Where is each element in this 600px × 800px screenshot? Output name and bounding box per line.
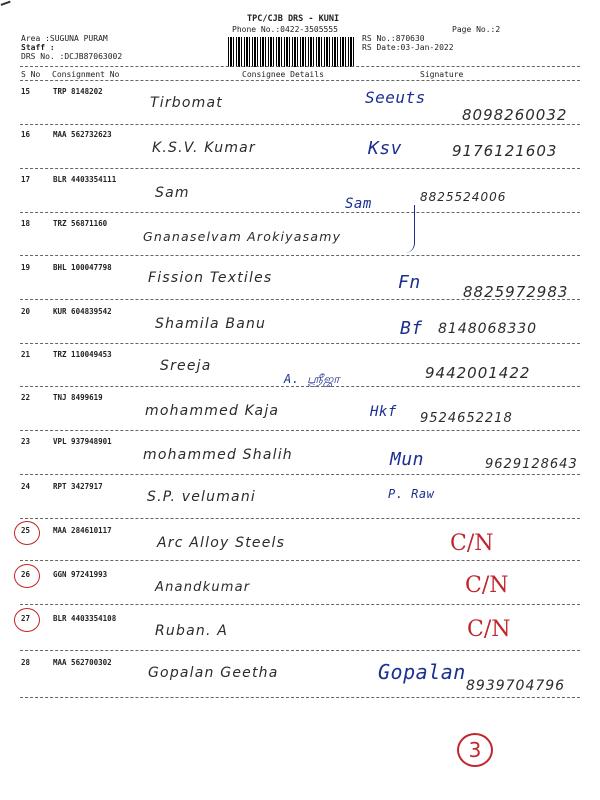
row-signature: Mun bbox=[390, 449, 425, 470]
document-title: TPC/CJB DRS - KUNI bbox=[247, 14, 340, 24]
row-signature: Ksv bbox=[368, 138, 403, 159]
row-phone: 8098260032 bbox=[462, 106, 568, 124]
row-consignee: S.P. velumani bbox=[147, 489, 256, 505]
row-separator bbox=[20, 560, 580, 561]
row-consignment: MAA 562700302 bbox=[53, 658, 112, 667]
phone-number: Phone No.:0422-3505555 bbox=[232, 25, 338, 34]
row-phone: 8148068330 bbox=[438, 321, 538, 337]
signature-stroke bbox=[400, 205, 415, 253]
row-sno: 28 bbox=[21, 658, 31, 667]
row-consignment: TRZ 110049453 bbox=[53, 350, 112, 359]
row-signature: Gopalan bbox=[378, 660, 466, 684]
row-separator bbox=[20, 212, 580, 213]
row-consignee: Arc Alloy Steels bbox=[157, 535, 286, 551]
row-consignee: Fission Textiles bbox=[148, 270, 273, 286]
row-separator bbox=[20, 474, 580, 475]
row-phone: 8939704796 bbox=[466, 678, 566, 694]
row-sno: 24 bbox=[21, 482, 31, 491]
row-consignee: Sam bbox=[155, 185, 190, 201]
row-phone: 9176121603 bbox=[452, 142, 558, 160]
row-consignment: TRZ 56871160 bbox=[53, 219, 108, 228]
header-separator bbox=[20, 66, 580, 67]
row-signature: Sam bbox=[345, 196, 372, 212]
row-consignee: Sreeja bbox=[160, 358, 212, 374]
row-consignment: MAA 562732623 bbox=[53, 130, 112, 139]
row-consignment: MAA 284610117 bbox=[53, 526, 112, 535]
row-consignee: Shamila Banu bbox=[155, 316, 267, 332]
row-consignment: GGN 97241993 bbox=[53, 570, 108, 579]
row-phone: 9629128643 bbox=[485, 457, 578, 472]
row-separator bbox=[20, 299, 580, 300]
column-header-consignment: Consignment No bbox=[52, 70, 120, 79]
row-phone: 9442001422 bbox=[425, 364, 531, 382]
row-signature: Bf bbox=[400, 318, 423, 339]
rs-number: RS No.:870630 bbox=[362, 34, 425, 43]
row-sno: 15 bbox=[21, 87, 31, 96]
row-cn-mark: C/N bbox=[467, 617, 511, 642]
staff-label: Staff : bbox=[21, 43, 55, 52]
row-consignment: TRP 8148202 bbox=[53, 87, 103, 96]
row-consignment: VPL 937948901 bbox=[53, 437, 112, 446]
column-header-separator bbox=[20, 80, 580, 81]
row-signature: Hkf bbox=[370, 404, 397, 420]
row-sno: 19 bbox=[21, 263, 31, 272]
row-sno: 21 bbox=[21, 350, 31, 359]
row-consignee: K.S.V. Kumar bbox=[152, 140, 256, 156]
row-sno: 25 bbox=[21, 526, 31, 535]
row-separator bbox=[20, 430, 580, 431]
column-header-sno: S No bbox=[21, 70, 41, 79]
row-signature: P. Raw bbox=[388, 487, 435, 501]
row-sno: 17 bbox=[21, 175, 31, 184]
row-cn-mark: C/N bbox=[465, 573, 509, 598]
row-signature: Fn bbox=[398, 272, 421, 293]
row-consignee: Gopalan Geetha bbox=[148, 665, 279, 681]
page-number: Page No.:2 bbox=[452, 25, 501, 34]
row-consignment: BHL 100047798 bbox=[53, 263, 112, 272]
barcode bbox=[228, 37, 354, 67]
row-phone: 8825972983 bbox=[463, 283, 569, 301]
row-sno: 27 bbox=[21, 614, 31, 623]
row-consignment: RPT 3427917 bbox=[53, 482, 103, 491]
row-signature: Seeuts bbox=[365, 88, 426, 107]
row-separator bbox=[20, 124, 580, 125]
row-separator bbox=[20, 604, 580, 605]
row-consignee: Anandkumar bbox=[155, 580, 251, 595]
row-consignment: TNJ 8499619 bbox=[53, 393, 103, 402]
page-number-circle: 3 bbox=[457, 733, 493, 767]
area-label: Area :SUGUNA PURAM bbox=[21, 34, 108, 43]
column-header-consignee: Consignee Details bbox=[242, 70, 324, 79]
row-sno: 22 bbox=[21, 393, 31, 402]
row-separator bbox=[20, 343, 580, 344]
row-consignee: Gnanaselvam Arokiyasamy bbox=[143, 229, 342, 244]
row-separator bbox=[20, 697, 580, 698]
row-separator bbox=[20, 168, 580, 169]
row-consignee: mohammed Kaja bbox=[145, 403, 280, 419]
row-phone: 8825524006 bbox=[420, 190, 507, 204]
row-sno: 16 bbox=[21, 130, 31, 139]
drs-number: DRS No. :DCJB87063002 bbox=[21, 52, 123, 61]
row-consignee: Tirbomat bbox=[150, 95, 223, 111]
row-sno: 26 bbox=[21, 570, 31, 579]
rs-date: RS Date:03-Jan-2022 bbox=[362, 43, 454, 52]
row-consignment: BLR 4403354108 bbox=[53, 614, 117, 623]
row-consignment: KUR 604839542 bbox=[53, 307, 112, 316]
row-separator bbox=[20, 518, 580, 519]
scan-corner-mark bbox=[1, 1, 14, 14]
row-sno: 23 bbox=[21, 437, 31, 446]
row-signature: A. ஸ்ரீஜா bbox=[284, 372, 341, 386]
row-separator bbox=[20, 386, 580, 387]
row-consignee: mohammed Shalih bbox=[143, 447, 293, 463]
row-separator bbox=[20, 650, 580, 651]
row-sno: 18 bbox=[21, 219, 31, 228]
row-consignment: BLR 4403354111 bbox=[53, 175, 117, 184]
row-sno: 20 bbox=[21, 307, 31, 316]
row-separator bbox=[20, 255, 580, 256]
row-consignee: Ruban. A bbox=[155, 623, 229, 639]
column-header-signature: Signature bbox=[420, 70, 464, 79]
row-cn-mark: C/N bbox=[450, 531, 494, 556]
row-phone: 9524652218 bbox=[420, 411, 513, 426]
